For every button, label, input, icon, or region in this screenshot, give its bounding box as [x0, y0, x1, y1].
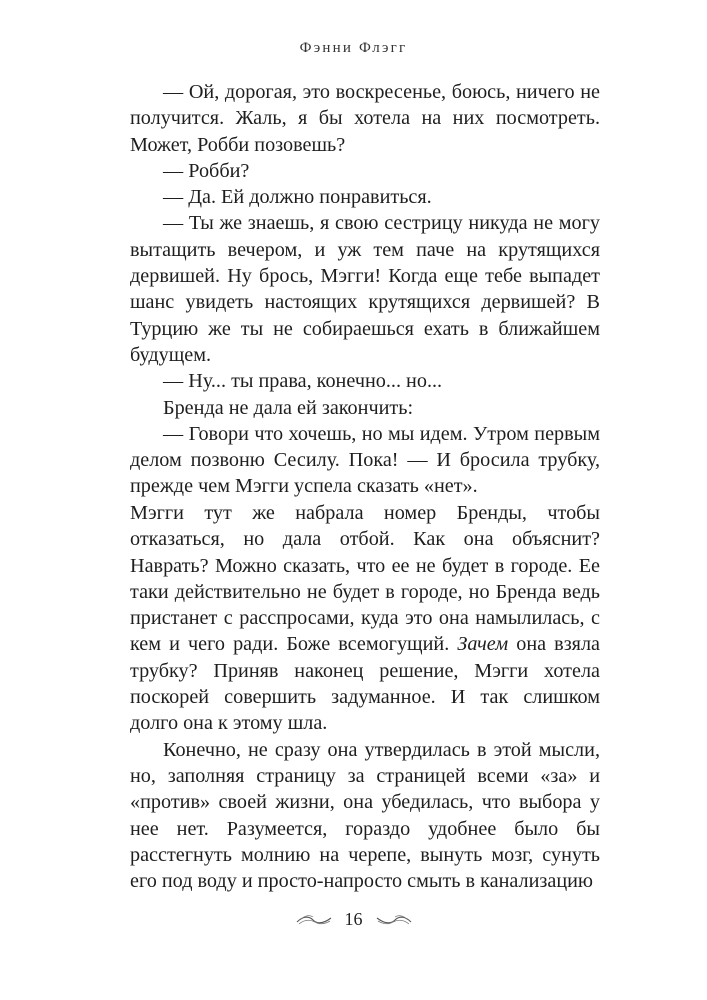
paragraph: — Говори что хочешь, но мы идем. Утром первым делом позвоню Сесилу. Пока! — И бросила трубку, прежде чем Мэгги успела сказать «нет».	[130, 422, 600, 498]
paragraph: Бренда не дала ей закончить:	[163, 396, 414, 419]
paragraph: — Ну... ты права, конечно... но...	[163, 370, 443, 393]
paragraph: — Да. Ей должно понравиться.	[163, 186, 432, 209]
text-run: Мэгги тут же набрала номер Бренды, чтобы отказаться, но дала отбой. Как она объяснит? Наврать? Можно сказать, что ее не будет в городе. Ее таки действительно не будет в городе, но Бренда ведь пристанет с расспросами, куда это она намылилась, с кем и чего ради. Боже всемогущий.	[130, 502, 600, 656]
page-folio	[0, 909, 707, 930]
swash-ornament-icon	[295, 913, 333, 927]
paragraph: — Ой, дорогая, это воскресенье, боюсь, ничего не получится. Жаль, я бы хотела на них посмотреть. Может, Робби позовешь?	[130, 81, 600, 156]
paragraph	[130, 500, 600, 737]
narrative-block	[130, 500, 600, 894]
paragraph: Конечно, не сразу она утвердилась в этой мысли, но, заполняя страницу за страницей всеми «за» и «против» своей жизни, она убедилась, что выбора у нее нет. Разумеется, гораздо удобнее было бы расстегнуть молнию на черепе, вынуть мозг, сунуть его под воду и просто-напросто смыть в канализацию	[130, 738, 600, 893]
text-run: она взяла трубку? Приняв наконец решение, Мэгги хотела поскорей совершить задуманное. И так слишком долго она к этому шла.	[130, 633, 600, 735]
paragraph: — Ты же знаешь, я свою сестрицу никуда не могу вытащить вечером, и уж тем паче на крутящихся дервишей. Ну брось, Мэгги! Когда еще тебе выпадет шанс увидеть настоящих крутящихся дервишей? В Турцию же ты не собираешься ехать в ближайшем будущем.	[130, 212, 600, 366]
italic-emphasis: Зачем	[457, 633, 509, 656]
paragraph: — Робби?	[163, 159, 250, 182]
page-number: 16	[344, 909, 363, 929]
dialogue-block	[130, 79, 600, 500]
swash-ornament-icon	[375, 913, 413, 927]
running-header-author: Фэнни Флэгг	[299, 40, 408, 56]
